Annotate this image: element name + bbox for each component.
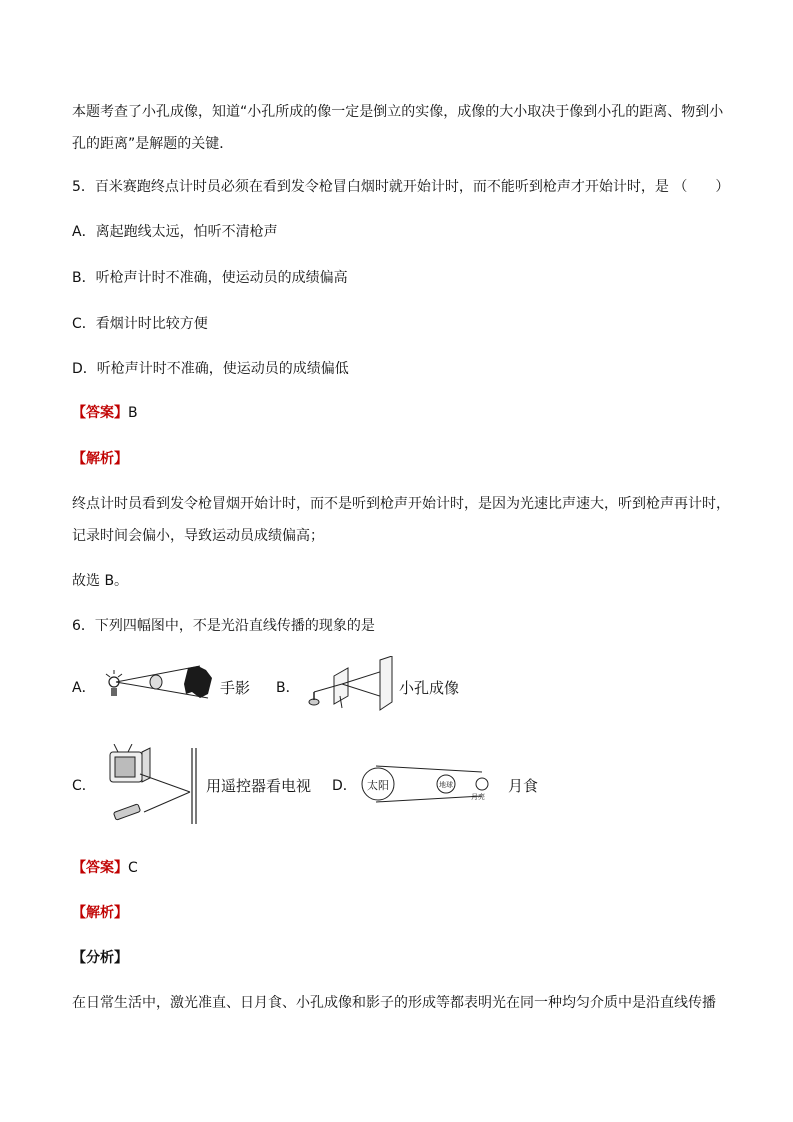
moon-label: 月亮 bbox=[471, 793, 485, 801]
earth-label: 地球 bbox=[439, 781, 453, 789]
q5-option-c: C．看烟计时比较方便 bbox=[72, 316, 208, 332]
intro-line-2: 孔的距离”是解题的关键． bbox=[72, 136, 234, 152]
q6-option-c-letter: C． bbox=[72, 778, 96, 794]
q6-option-a-letter: A． bbox=[72, 680, 96, 696]
hand-shadow-figure bbox=[102, 664, 220, 706]
answer-label: 【答案】 bbox=[72, 405, 128, 421]
q6-answer bbox=[72, 858, 138, 878]
q5-analysis-line-1: 终点计时员看到发令枪冒烟开始计时，而不是听到枪声开始计时，是因为光速比声速大，听到枪声再计时， bbox=[72, 496, 730, 512]
q5-answer bbox=[72, 403, 138, 423]
intro-line-1: 本题考查了小孔成像，知道“小孔所成的像一定是倒立的实像，成像的大小取决于像到小孔的距离、物到小 bbox=[72, 104, 724, 120]
q6-option-c-caption: 用遥控器看电视 bbox=[206, 777, 312, 795]
remote-control-tv-figure bbox=[100, 744, 204, 828]
lunar-eclipse-figure bbox=[360, 764, 492, 804]
q6-option-d-caption: 月食 bbox=[508, 777, 539, 795]
q5-analysis-label: 【解析】 bbox=[72, 451, 128, 467]
q6-stem: 6．下列四幅图中，不是光沿直线传播的现象的是 bbox=[72, 618, 375, 634]
q5-analysis-line-2: 记录时间会偏小，导致运动员成绩偏高； bbox=[72, 528, 324, 544]
answer-value: C bbox=[128, 860, 138, 876]
pinhole-camera-figure bbox=[304, 656, 394, 712]
q6-option-a-caption: 手影 bbox=[220, 679, 251, 697]
answer-value: B bbox=[128, 405, 138, 421]
answer-label: 【答案】 bbox=[72, 860, 128, 876]
q5-option-b: B．听枪声计时不准确，使运动员的成绩偏高 bbox=[72, 270, 348, 286]
q6-analysis-label: 【解析】 bbox=[72, 905, 128, 921]
q6-option-d-letter: D． bbox=[332, 778, 357, 794]
q6-option-b-caption: 小孔成像 bbox=[399, 679, 460, 697]
q5-option-d: D．听枪声计时不准确，使运动员的成绩偏低 bbox=[72, 361, 349, 377]
q5-option-a: A．离起跑线太远，怕听不清枪声 bbox=[72, 224, 278, 240]
q6-option-b-letter: B． bbox=[276, 680, 300, 696]
sun-label: 太阳 bbox=[367, 779, 389, 792]
q6-fenxi-text: 在日常生活中，激光准直、日月食、小孔成像和影子的形成等都表明光在同一种均匀介质中是沿直线传播 bbox=[72, 995, 716, 1011]
q5-conclusion: 故选 B。 bbox=[72, 573, 129, 589]
q5-stem: 5．百米赛跑终点计时员必须在看到发令枪冒白烟时就开始计时，而不能听到枪声才开始计时，是 （ ） bbox=[72, 179, 730, 195]
q6-fenxi-label: 【分析】 bbox=[72, 950, 128, 966]
